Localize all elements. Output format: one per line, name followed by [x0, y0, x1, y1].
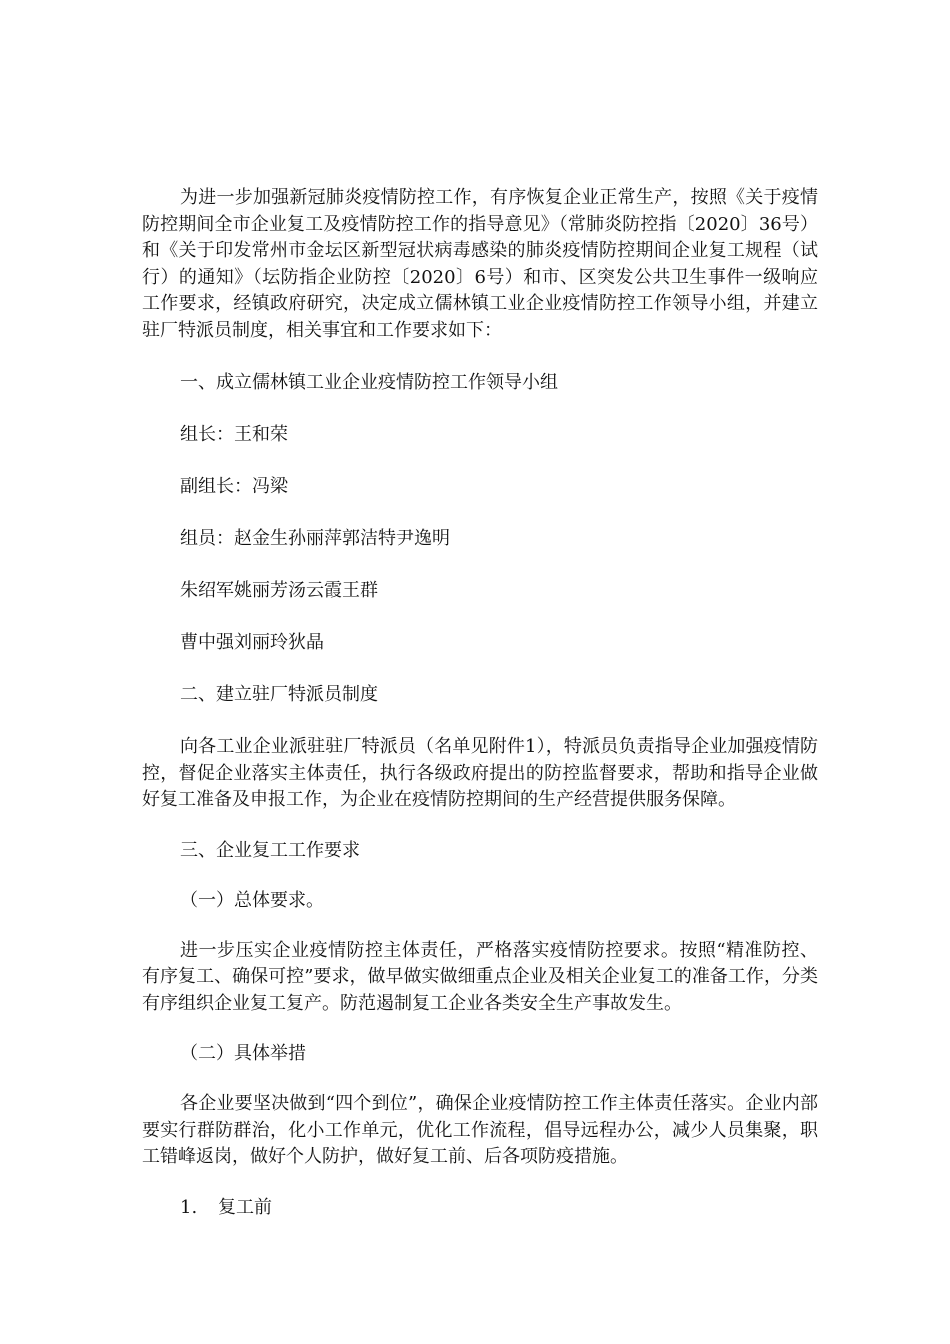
members-line-3: 曹中强刘丽玲狄晶 [180, 632, 324, 653]
section-heading-3: 三、企业复工工作要求 [180, 839, 360, 861]
subsection-1-paragraph: 进一步压实企业疫情防控主体责任，严格落实疫情防控要求。按照“精准防控、有序复工、确保可控”要求，做早做实做细重点企业及相关企业复工的准备工作，分类有序组织企业复工复产。防范遏制复工企业各类安全生产事故发生。 [142, 939, 818, 1014]
document-page [142, 185, 818, 1221]
section-2-paragraph: 向各工业企业派驻驻厂特派员（名单见附件1），特派员负责指导企业加强疫情防控，督促企业落实主体责任，执行各级政府提出的防控监督要求，帮助和指导企业做好复工准备及申报工作，为企业在疫情防控期间的生产经营提供服务保障。 [142, 736, 818, 810]
subsection-heading-2: （二）具体举措 [180, 1043, 306, 1064]
section-heading-2: 二、建立驻厂特派员制度 [180, 684, 378, 705]
members-line-2: 朱绍军姚丽芳汤云霞王群 [180, 580, 378, 601]
intro-paragraph: 为进一步加强新冠肺炎疫情防控工作，有序恢复企业正常生产，按照《关于疫情防控期间全市企业复工及疫情防控工作的指导意见》（常肺炎防控指〔2020〕36号）和《关于印发常州市金坛区新型冠状病毒感染的肺炎疫情防控期间企业复工规程（试行）的通知》（坛防指企业防控〔2020〕6号）和市、区突发公共卫生事件一级响应工作要求，经镇政府研究，决定成立儒林镇工业企业疫情防控工作领导小组，并建立驻厂特派员制度，相关事宜和工作要求如下： [142, 187, 818, 341]
deputy-leader-line: 副组长：冯梁 [180, 476, 288, 497]
members-line-1: 组员：赵金生孙丽萍郭洁特尹逸明 [180, 528, 450, 549]
section-heading-1: 一、成立儒林镇工业企业疫情防控工作领导小组 [180, 372, 558, 393]
subsection-2-paragraph: 各企业要坚决做到“四个到位”，确保企业疫情防控工作主体责任落实。企业内部要实行群防群治，化小工作单元，优化工作流程，倡导远程办公，减少人员集聚，职工错峰返岗，做好个人防护，做好复工前、后各项防疫措施。 [142, 1093, 818, 1167]
leader-line: 组长：王和荣 [180, 424, 288, 445]
list-item-number: 1. [180, 1196, 198, 1218]
list-item-1 [142, 1195, 818, 1221]
list-item-text: 复工前 [218, 1196, 272, 1218]
subsection-heading-1: （一）总体要求。 [180, 889, 324, 911]
